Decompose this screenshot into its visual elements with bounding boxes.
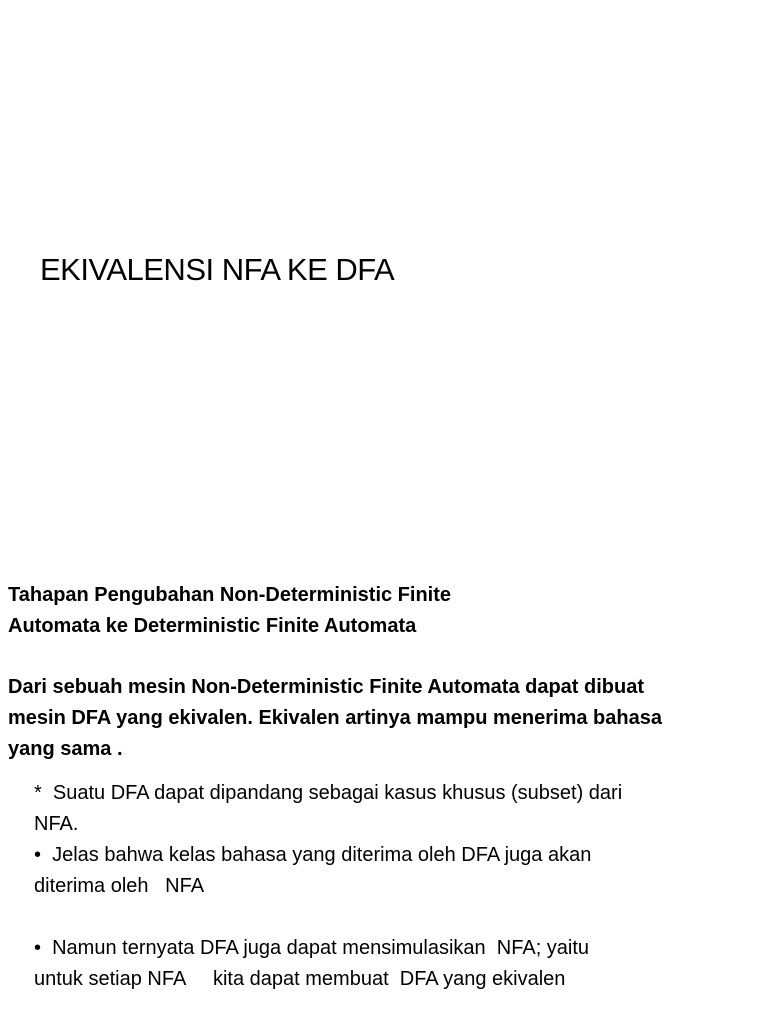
list-item-line: • Jelas bahwa kelas bahasa yang diterima oleh DFA juga akan	[34, 844, 592, 866]
list-item-line: NFA.	[34, 813, 79, 835]
list-item-line: * Suatu DFA dapat dipandang sebagai kasus khusus (subset) dari	[34, 782, 623, 804]
intro-line: yang sama .	[8, 738, 123, 760]
list-item	[34, 778, 754, 840]
list-item-line: diterima oleh NFA	[34, 875, 205, 897]
intro-line: Dari sebuah mesin Non-Deterministic Finite Automata dapat dibuat	[8, 676, 645, 698]
slide-title: EKIVALENSI NFA KE DFA	[40, 252, 395, 287]
intro-paragraph	[8, 672, 760, 765]
subtitle-line: Tahapan Pengubahan Non-Deterministic Finite	[8, 584, 452, 606]
subtitle-line: Automata ke Deterministic Finite Automata	[8, 615, 417, 637]
list-item-line: • Namun ternyata DFA juga dapat mensimulasikan NFA; yaitu	[34, 937, 590, 959]
list-item	[34, 840, 754, 902]
slide-subtitle	[8, 580, 748, 642]
list-item	[34, 933, 754, 995]
intro-line: mesin DFA yang ekivalen. Ekivalen artinya mampu menerima bahasa	[8, 707, 662, 729]
bullet-list	[34, 778, 754, 995]
list-item-line: untuk setiap NFA kita dapat membuat DFA yang ekivalen	[34, 968, 566, 990]
